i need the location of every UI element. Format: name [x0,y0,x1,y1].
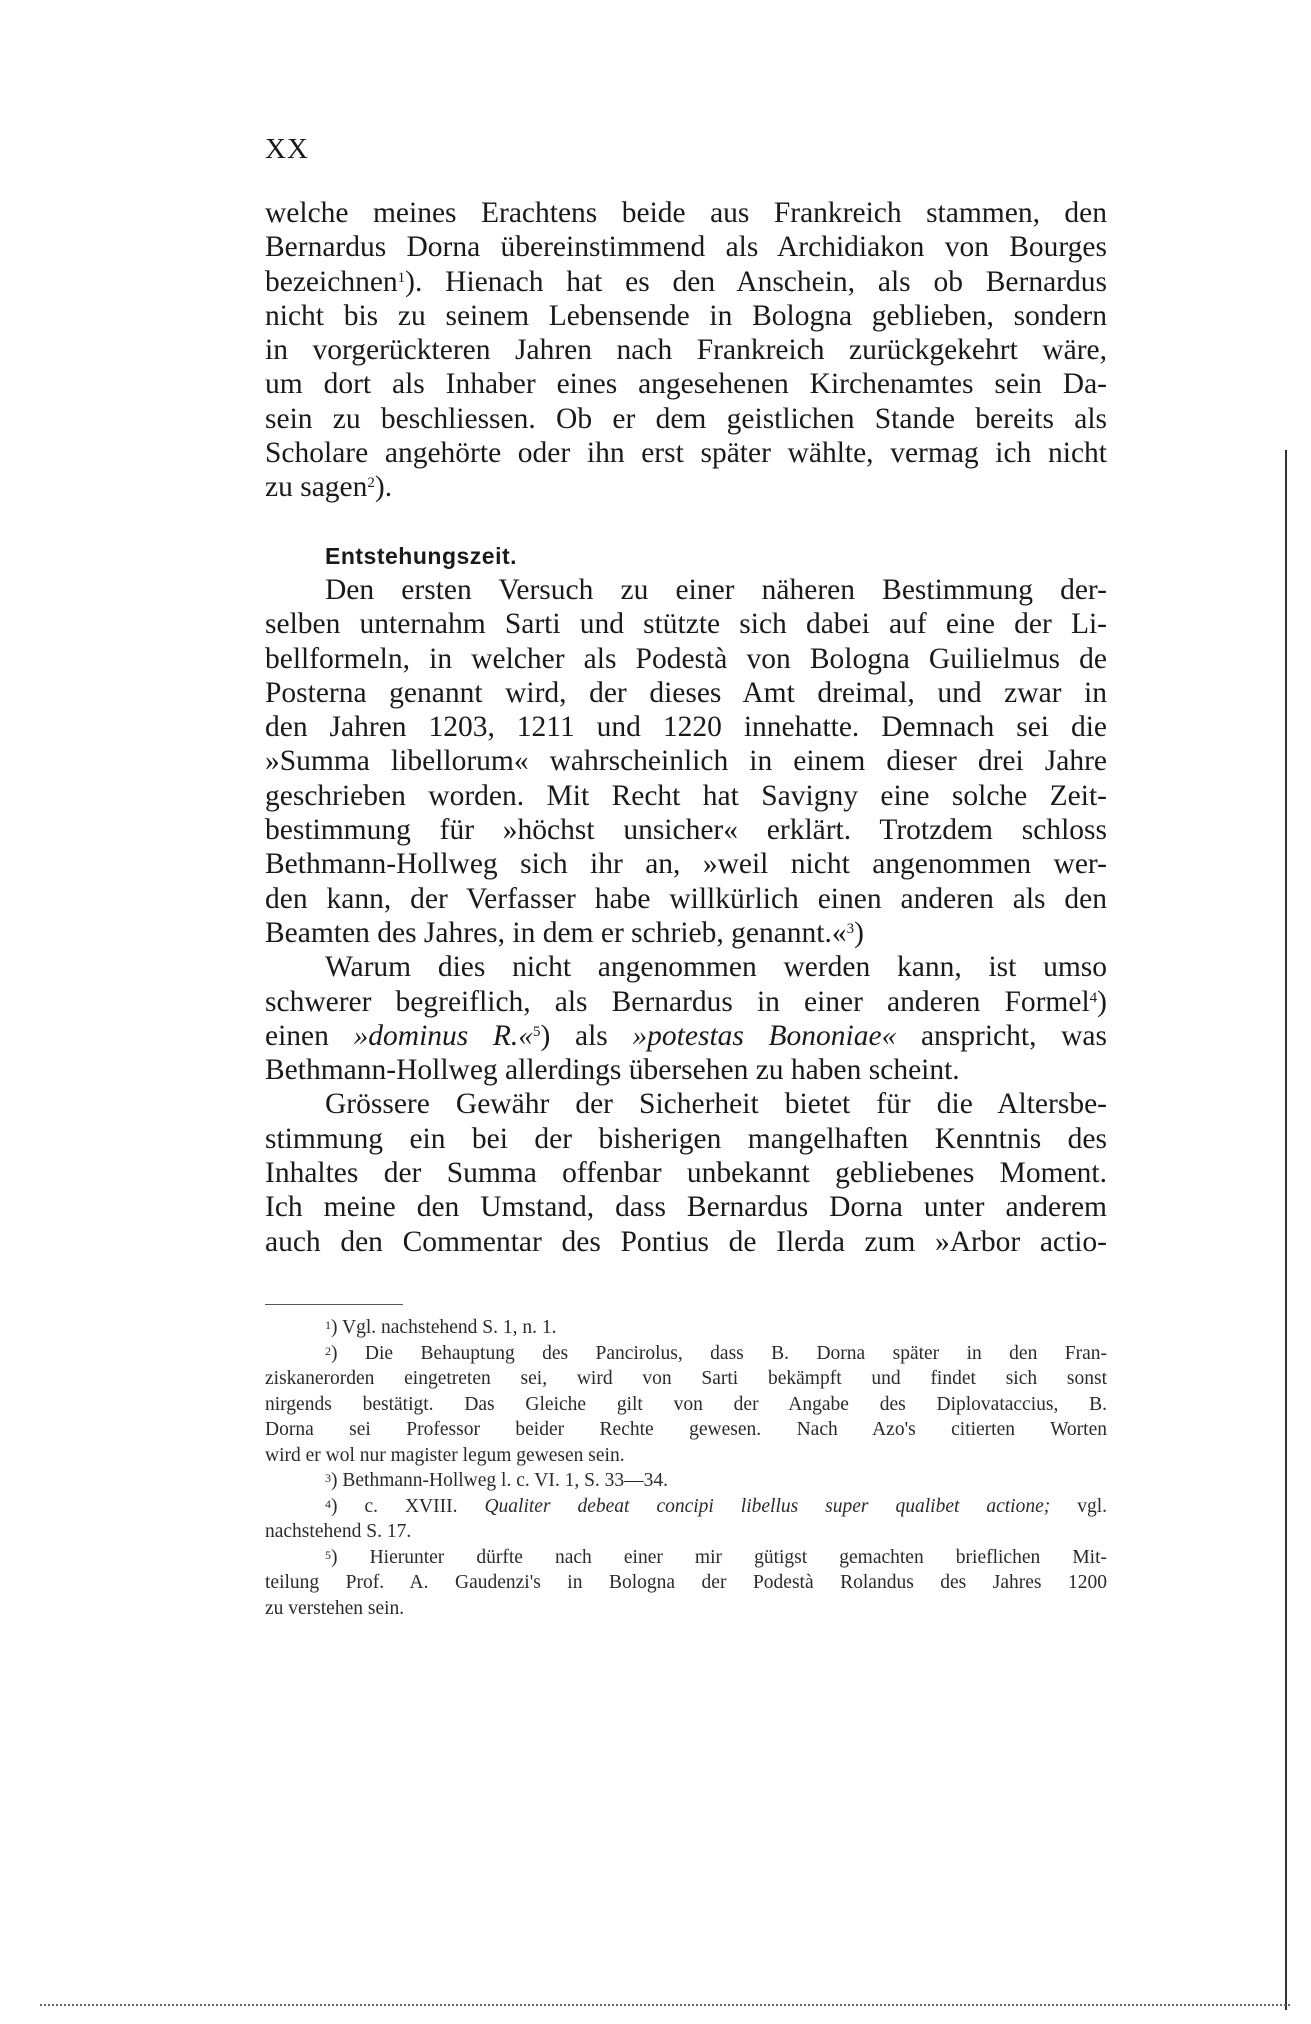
footnote-2-line: wird er wol nur magister legum gewesen sein. [265,1444,625,1466]
paragraph-1 [265,196,1107,505]
footnote-ref-5: 5 [533,1023,541,1040]
footnote-5-line: teilung Prof. A. Gaudenzi's in Bologna der Podestà Rolandus des Jahres 1200 [265,1572,1107,1593]
footnote-5: $^5$) Hierunter dürfte nach einer mir gütigst gemachten brieflichen Mit- [325,1546,1107,1568]
text-line: den kann, der Verfasser habe willkürlich einen anderen als den [265,882,1107,915]
italic-phrase: »dominus R.« [353,1019,534,1052]
text-line: Warum dies nicht angenommen werden kann, ist umso [325,951,1107,984]
paragraph-3 [265,950,1107,1087]
footnote-5-line: zu verstehen sein. [265,1597,405,1619]
text-line: Bethmann-Hollweg sich ihr an, »weil nicht angenommen wer- [265,848,1107,881]
footnote-2-line: ziskanerorden eingetreten sei, wird von Sarti bekämpft und findet sich sonst [265,1368,1107,1389]
text-line: bestimmung für »höchst unsicher« erklärt. Trotzdem schloss [265,814,1107,847]
text-line: Inhaltes der Summa offenbar unbekannt gebliebenes Moment. [265,1157,1107,1190]
text-line: Grössere Gewähr der Sicherheit bietet für die Altersbe- [325,1088,1107,1121]
paragraph-2 [265,573,1107,950]
text-line: zu sagen$^2$). [265,471,393,504]
text-line: den Jahren 1203, 1211 und 1220 innehatte. Demnach sei die [265,711,1107,744]
text-line: Beamten des Jahres, in dem er schrieb, genannt.«$^3$) [265,916,864,949]
section-heading: Entstehungszeit. [325,542,518,569]
footnote-2: $^2$) Die Behauptung des Pancirolus, dass B. Dorna später in den Fran- [325,1342,1107,1364]
text-line: Scholare angehörte oder ihn erst später wählte, vermag ich nicht [265,437,1107,470]
footnote-ref-2: 2 [367,475,375,492]
footnote-4-line: nachstehend S. 17. [265,1521,412,1542]
text-line: Bethmann-Hollweg allerdings übersehen zu haben scheint. [265,1054,960,1087]
paragraph-4 [265,1087,1107,1258]
text-line: Ich meine den Umstand, dass Bernardus Dorna unter anderem [265,1191,1107,1224]
text-line: sein zu beschliessen. Ob er dem geistlichen Stande bereits als [265,402,1107,435]
footnote-divider [265,1304,403,1305]
text-line: selben unternahm Sarti und stützte sich dabei auf eine der Li- [265,608,1107,641]
text-line: »Summa libellorum« wahrscheinlich in einem dieser drei Jahre [265,745,1107,778]
main-text [265,196,1107,1259]
text-line: bezeichnen$^1$). Hienach hat es den Anschein, als ob Bernardus [265,265,1107,298]
text-line: geschrieben worden. Mit Recht hat Savigny eine solche Zeit- [265,779,1107,812]
text-line: Den ersten Versuch zu einer näheren Bestimmung der- [325,573,1107,606]
page-edge-line [1285,450,1287,2010]
text-line: bellformeln, in welcher als Podestà von Bologna Guilielmus de [265,642,1107,675]
italic-phrase: »potestas Bononiae« [632,1019,897,1052]
text-line: welche meines Erachtens beide aus Frankreich stammen, den [265,197,1107,229]
footnote-ref-1: 1 [397,269,406,286]
footnotes [265,1315,1107,1621]
text-line: schwerer begreiflich, als Bernardus in einer anderen Formel$^4$) [265,985,1107,1018]
bottom-edge-line [40,2004,1290,2006]
footnote-4: $^4$) c. XVIII. Qualiter debeat concipi libellus super qualibet actione; vgl. [325,1495,1108,1517]
text-line: in vorgerückteren Jahren nach Frankreich zurückgekehrt wäre, [265,334,1107,367]
text-line: nicht bis zu seinem Lebensende in Bologna geblieben, sondern [265,299,1107,332]
footnote-ref-3: 3 [846,920,855,937]
footnote-ref-4: 4 [1089,989,1098,1006]
page-number: XX [265,133,309,165]
footnote-1: $^1$) Vgl. nachstehend S. 1, n. 1. [325,1317,557,1338]
text-line: Posterna genannt wird, der dieses Amt dreimal, und zwar in [265,676,1107,709]
footnote-3: $^3$) Bethmann-Hollweg l. c. VI. 1, S. 33—34. [325,1470,669,1491]
text-line: Bernardus Dorna übereinstimmend als Archidiakon von Bourges [265,231,1107,264]
footnote-2-line: nirgends bestätigt. Das Gleiche gilt von der Angabe des Diplovataccius, B. [265,1393,1107,1415]
footnote-2-line: Dorna sei Professor beider Rechte gewesen. Nach Azo's citierten Worten [265,1419,1107,1440]
text-line: um dort als Inhaber eines angesehenen Kirchenamtes sein Da- [265,368,1107,401]
text-line: einen »dominus R.«$^5$) als »potestas Bononiae« anspricht, was [265,1019,1107,1052]
text-line: auch den Commentar des Pontius de Ilerda zum »Arbor actio- [265,1225,1107,1258]
text-line: stimmung ein bei der bisherigen mangelhaften Kenntnis des [265,1122,1107,1155]
